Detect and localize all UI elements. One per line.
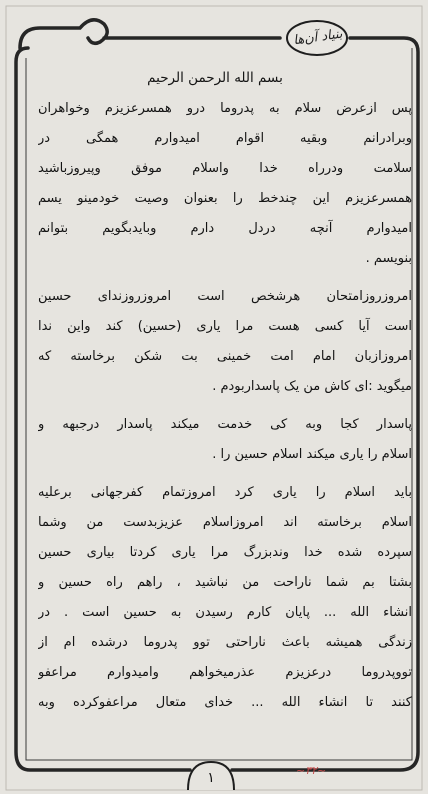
letter-line: زندگی همیشه باعث ناراحتی توو پدروما درشده ام از xyxy=(38,635,412,650)
letter-line: سپرده شده خدا وندبزرگ مرا یاری کردتا بیاری حسین xyxy=(38,545,412,560)
letter-line: انشاء الله ... پایان کارم رسیدن به حسین است . در xyxy=(38,605,412,620)
letter-line: کنند تا انشاء الله ... خدای متعال مراعفوکرده وبه xyxy=(38,695,412,710)
letter-line: امروزروزامتحان هرشخص است امروزروزندای حسین xyxy=(38,289,412,304)
letter-line: سلامت ودرراه خدا واسلام موفق وپیروزباشید xyxy=(38,161,412,176)
letter-line: است آیا کسی هست مرا یاری (حسین) کند واین ندا xyxy=(38,319,412,334)
letter-line: پاسدار کجا وبه کی خدمت میکند پاسدار درجبهه و xyxy=(38,417,412,432)
letter-line: تووپدروما درعزیزم عذرمیخواهم وامیدوارم مراعفو xyxy=(38,665,412,680)
letter-line: وبرادرانم وبقیه اقوام امیدوارم همگی در xyxy=(38,131,412,146)
letter-line: امروزازبان امام امت خمینی بت شکن برخاسته که xyxy=(38,349,412,364)
letter-line: پس ازعرض سلام به پدروما درو همسرعزیزم وخواهران xyxy=(38,101,412,116)
logo-text: بنیاد آن‌ها xyxy=(292,26,344,49)
letter-line: همسرعزیزم این چندخط را بعنوان وصیت خودمینو یسم xyxy=(38,191,412,206)
letter-line: امیدوارم آنچه دردل دارم وبایدبگویم بتوانم xyxy=(38,221,412,236)
letter-line: بشتا بم شما ناراحت من نباشید ، راهم راه حسین و xyxy=(38,575,412,590)
letter-line: بنویسم . xyxy=(365,251,412,266)
letter-body xyxy=(38,94,412,754)
letter-line: اسلام را یاری میکند اسلام حسین را . xyxy=(212,447,412,462)
handwritten-scribble: ~۳۲~ xyxy=(296,764,327,777)
bismillah-heading: بسم الله الرحمن الرحیم xyxy=(147,70,283,86)
letter-line: باید اسلام را یاری کرد امروزتمام کفرجهانی برعلیه xyxy=(38,485,412,500)
page-number: ۱ xyxy=(207,770,215,786)
letter-line: میگوید :ای کاش من یک پاسداربودم . xyxy=(212,379,412,394)
letter-line: اسلام برخاسته اند امروزاسلام عزیزبدست من وشما xyxy=(38,515,412,530)
